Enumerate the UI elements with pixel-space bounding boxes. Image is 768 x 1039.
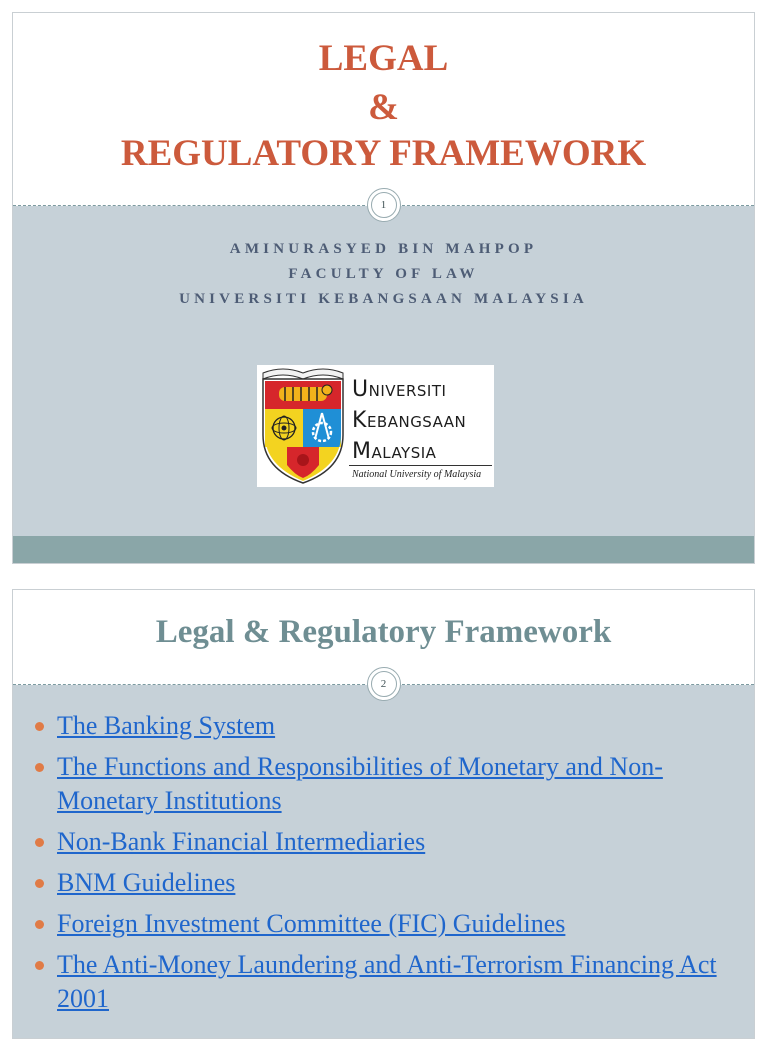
topic-link-bnm-guidelines[interactable]: BNM Guidelines xyxy=(57,868,236,897)
logo-tagline: National University of Malaysia xyxy=(352,469,482,480)
ukm-logo xyxy=(257,365,494,487)
topic-link-intermediaries[interactable]: Non-Bank Financial Intermediaries xyxy=(57,827,426,856)
list-item xyxy=(35,750,735,818)
ukm-crest-icon xyxy=(257,365,349,487)
topic-list xyxy=(35,709,735,1023)
university-name: UNIVERSITI KEBANGSAAN MALAYSIA xyxy=(179,291,588,307)
topic-link-banking-system[interactable]: The Banking System xyxy=(57,711,276,740)
logo-divider xyxy=(349,465,492,466)
bullet-icon xyxy=(35,722,44,731)
slide-number-badge xyxy=(367,667,401,701)
title-ampersand: & xyxy=(368,87,399,128)
list-item xyxy=(35,825,735,859)
bullet-icon xyxy=(35,961,44,970)
logo-line-2: KEBANGSAAN xyxy=(352,408,467,433)
topic-link-institutions[interactable]: The Functions and Responsibilities of Monetary and Non-Monetary Institutions xyxy=(57,752,663,815)
bullet-icon xyxy=(35,879,44,888)
author-name: AMINURASYED BIN MAHPOP xyxy=(229,241,538,257)
topic-link-amla[interactable]: The Anti-Money Laundering and Anti-Terrorism Financing Act 2001 xyxy=(57,950,717,1013)
bullet-icon xyxy=(35,763,44,772)
logo-line-3: MALAYSIA xyxy=(352,439,437,464)
slide-2-title: Legal & Regulatory Framework xyxy=(155,614,612,650)
title-regulatory-framework: REGULATORY FRAMEWORK xyxy=(120,133,647,174)
title-legal: LEGAL xyxy=(318,38,449,79)
faculty-name: FACULTY OF LAW xyxy=(288,266,479,282)
slide-number: 1 xyxy=(380,199,387,211)
list-item xyxy=(35,866,735,900)
list-item xyxy=(35,709,735,743)
bullet-icon xyxy=(35,838,44,847)
slide-1-title-area xyxy=(13,13,754,206)
list-item xyxy=(35,907,735,941)
slide-number: 2 xyxy=(380,678,387,690)
bullet-icon xyxy=(35,920,44,929)
slide-1 xyxy=(12,12,755,564)
slide-number-badge xyxy=(367,188,401,222)
topic-link-fic-guidelines[interactable]: Foreign Investment Committee (FIC) Guidelines xyxy=(57,909,566,938)
list-item xyxy=(35,948,735,1016)
logo-line-1: UNIVERSITI xyxy=(352,377,447,402)
slide-footer-band xyxy=(13,536,754,563)
slide-2 xyxy=(12,589,755,1039)
